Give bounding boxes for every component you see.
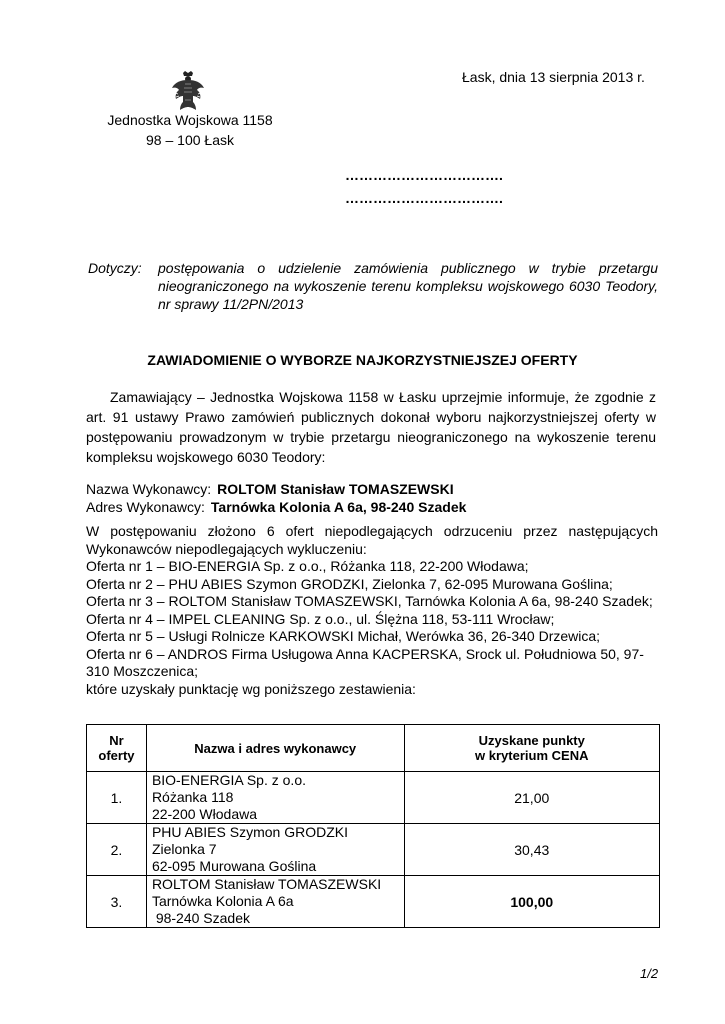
winner-address-label: Adres Wykonawcy: — [86, 499, 205, 515]
recipient-line-1: ……………………………. — [345, 167, 503, 183]
offer-item: Oferta nr 1 – BIO-ENERGIA Sp. z o.o., Różanka 118, 22-200 Włodawa; — [86, 558, 529, 574]
row-contractor: BIO-ENERGIA Sp. z o.o. Różanka 118 22-200 Włodawa — [146, 772, 404, 824]
intro-paragraph — [86, 387, 656, 467]
offers-outro: które uzyskały punktację wg poniższego zestawienia: — [86, 680, 416, 697]
table-row — [87, 772, 660, 824]
place-date: Łask, dnia 13 sierpnia 2013 r. — [462, 69, 645, 85]
winner-name-label: Nazwa Wykonawcy: — [86, 481, 212, 497]
offer-item: Oferta nr 3 – ROLTOM Stanisław TOMASZEWSKI, Tarnówka Kolonia A 6a, 98-240 Szadek; — [86, 593, 653, 609]
subject-text: postępowania o udzielenie zamówienia publicznego w trybie przetargu nieograniczonego na wykoszenie terenu kompleksu wojskowego 6030 Teodory, nr sprawy 11/2PN/2013 — [158, 260, 658, 312]
header-nr: Nr oferty — [87, 725, 147, 772]
winner-name: ROLTOM Stanisław TOMASZEWSKI — [217, 481, 454, 497]
row-score-winner: 100,00 — [404, 876, 659, 928]
sender-block — [101, 110, 279, 150]
offer-item: Oferta nr 6 – ANDROS Firma Usługowa Anna KACPERSKA, Srock ul. Południowa 50, 97-310 Moszczenica; — [86, 645, 644, 679]
header-name: Nazwa i adres wykonawcy — [146, 725, 404, 772]
table-row — [87, 876, 660, 928]
intro-text: Zamawiający – Jednostka Wojskowa 1158 w Łasku uprzejmie informuje, że zgodnie z art. 91 ustawy Prawo zamówień publicznych dokonał wyboru najkorzystniejszej oferty w postępowaniu prowadzonym w trybie przetargu nieograniczonego na wykoszenie terenu kompleksu wojskowego 6030 Teodory: — [86, 389, 656, 465]
subject-block — [88, 259, 658, 313]
offer-item: Oferta nr 4 – IMPEL CLEANING Sp. z o.o., ul. Ślężna 118, 53-111 Wrocław; — [86, 610, 555, 627]
sender-address: 98 – 100 Łask — [146, 132, 234, 148]
row-nr: 2. — [87, 824, 147, 876]
scores-table — [86, 724, 660, 928]
offers-intro: W postępowaniu złożono 6 ofert niepodlegających odrzuceniu przez następujących Wykonawców niepodlegających wykluczeniu: — [86, 523, 658, 557]
row-score: 30,43 — [404, 824, 659, 876]
page-number: 1/2 — [640, 966, 659, 981]
document-title: ZAWIADOMIENIE O WYBORZE NAJKORZYSTNIEJSZEJ OFERTY — [147, 352, 578, 368]
row-score: 21,00 — [404, 772, 659, 824]
row-contractor: ROLTOM Stanisław TOMASZEWSKI Tarnówka Kolonia A 6a 98-240 Szadek — [146, 876, 404, 928]
winner-block — [86, 480, 466, 516]
header-score: Uzyskane punkty w kryterium CENA — [404, 725, 659, 772]
row-nr: 3. — [87, 876, 147, 928]
row-contractor: PHU ABIES Szymon GRODZKI Zielonka 7 62-095 Murowana Goślina — [146, 824, 404, 876]
table-header-row — [87, 725, 660, 772]
recipient-line-2: ……………………………. — [345, 190, 503, 206]
subject-label: Dotyczy: — [88, 260, 142, 276]
table-row — [87, 824, 660, 876]
polish-eagle-emblem-icon — [171, 70, 205, 112]
sender-name: Jednostka Wojskowa 1158 — [107, 112, 273, 128]
offer-item: Oferta nr 5 – Usługi Rolnicze KARKOWSKI Michał, Werówka 36, 26-340 Drzewica; — [86, 628, 601, 644]
winner-address: Tarnówka Kolonia A 6a, 98-240 Szadek — [210, 499, 467, 515]
offers-block — [86, 523, 658, 698]
offer-item: Oferta nr 2 – PHU ABIES Szymon GRODZKI, Zielonka 7, 62-095 Murowana Goślina; — [86, 575, 613, 592]
row-nr: 1. — [87, 772, 147, 824]
